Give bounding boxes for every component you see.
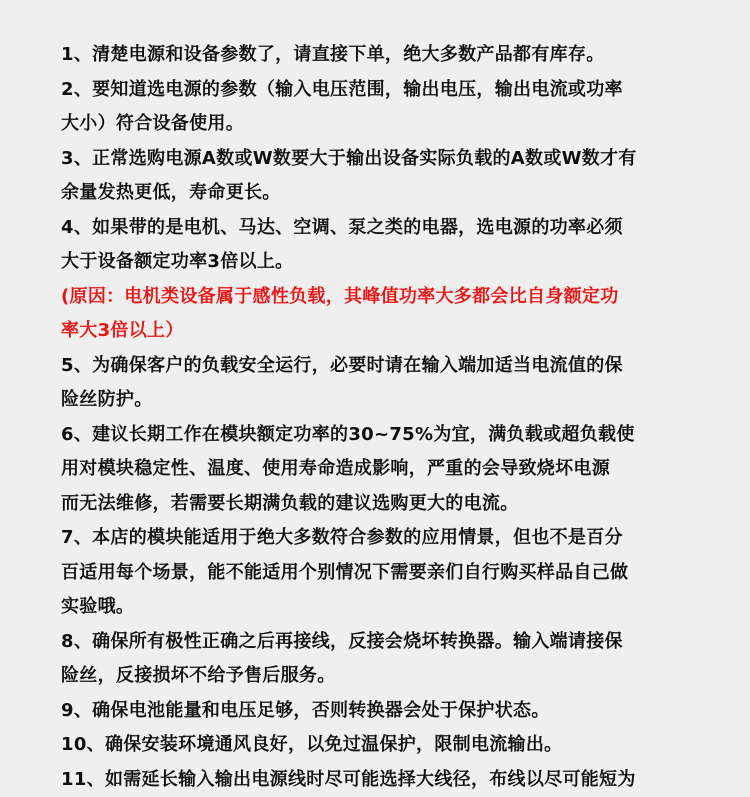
notice-warning-reason (61, 280, 701, 349)
notice-line: 用对模块稳定性、温度、使用寿命造成影响，严重的会导致烧坏电源 (61, 452, 701, 487)
notice-item-4 (61, 211, 701, 280)
notice-item-1 (61, 38, 701, 73)
notice-item-7 (61, 521, 701, 625)
notice-line: 2、要知道选电源的参数（输入电压范围，输出电压，输出电流或功率 (61, 73, 701, 108)
notice-line: 余量发热更低，寿命更长。 (61, 176, 701, 211)
notice-item-5 (61, 349, 701, 418)
notice-line: 11、如需延长输入输出电源线时尽可能选择大线径，布线以尽可能短为 (61, 763, 701, 797)
notice-line: 10、确保安装环境通风良好，以免过温保护，限制电流输出。 (61, 728, 701, 763)
notice-line: 5、为确保客户的负载安全运行，必要时请在输入端加适当电流值的保 (61, 349, 701, 384)
notice-line: 3、正常选购电源A数或W数要大于输出设备实际负载的A数或W数才有 (61, 142, 701, 177)
notice-line: 7、本店的模块能适用于绝大多数符合参数的应用情景，但也不是百分 (61, 521, 701, 556)
product-notice (61, 38, 701, 797)
notice-line: 4、如果带的是电机、马达、空调、泵之类的电器，选电源的功率必须 (61, 211, 701, 246)
notice-item-10 (61, 728, 701, 763)
notice-line: 险丝，反接损坏不给予售后服务。 (61, 659, 701, 694)
notice-item-6 (61, 418, 701, 522)
notice-line: 6、建议长期工作在模块额定功率的30~75%为宜，满负载或超负载使 (61, 418, 701, 453)
notice-line: 险丝防护。 (61, 383, 701, 418)
notice-item-2 (61, 73, 701, 142)
notice-line: 1、清楚电源和设备参数了，请直接下单，绝大多数产品都有库存。 (61, 38, 701, 73)
notice-item-3 (61, 142, 701, 211)
notice-item-11 (61, 763, 701, 797)
notice-line: 9、确保电池能量和电压足够，否则转换器会处于保护状态。 (61, 694, 701, 729)
notice-item-8 (61, 625, 701, 694)
notice-line: 大于设备额定功率3倍以上。 (61, 245, 701, 280)
notice-line: 百适用每个场景，能不能适用个别情况下需要亲们自行购买样品自己做 (61, 556, 701, 591)
notice-line: 8、确保所有极性正确之后再接线，反接会烧坏转换器。输入端请接保 (61, 625, 701, 660)
notice-line: 而无法维修，若需要长期满负载的建议选购更大的电流。 (61, 487, 701, 522)
notice-line: 率大3倍以上） (61, 314, 701, 349)
notice-item-9 (61, 694, 701, 729)
notice-line: 实验哦。 (61, 590, 701, 625)
notice-line: (原因：电机类设备属于感性负载，其峰值功率大多都会比自身额定功 (61, 280, 701, 315)
notice-line: 大小）符合设备使用。 (61, 107, 701, 142)
